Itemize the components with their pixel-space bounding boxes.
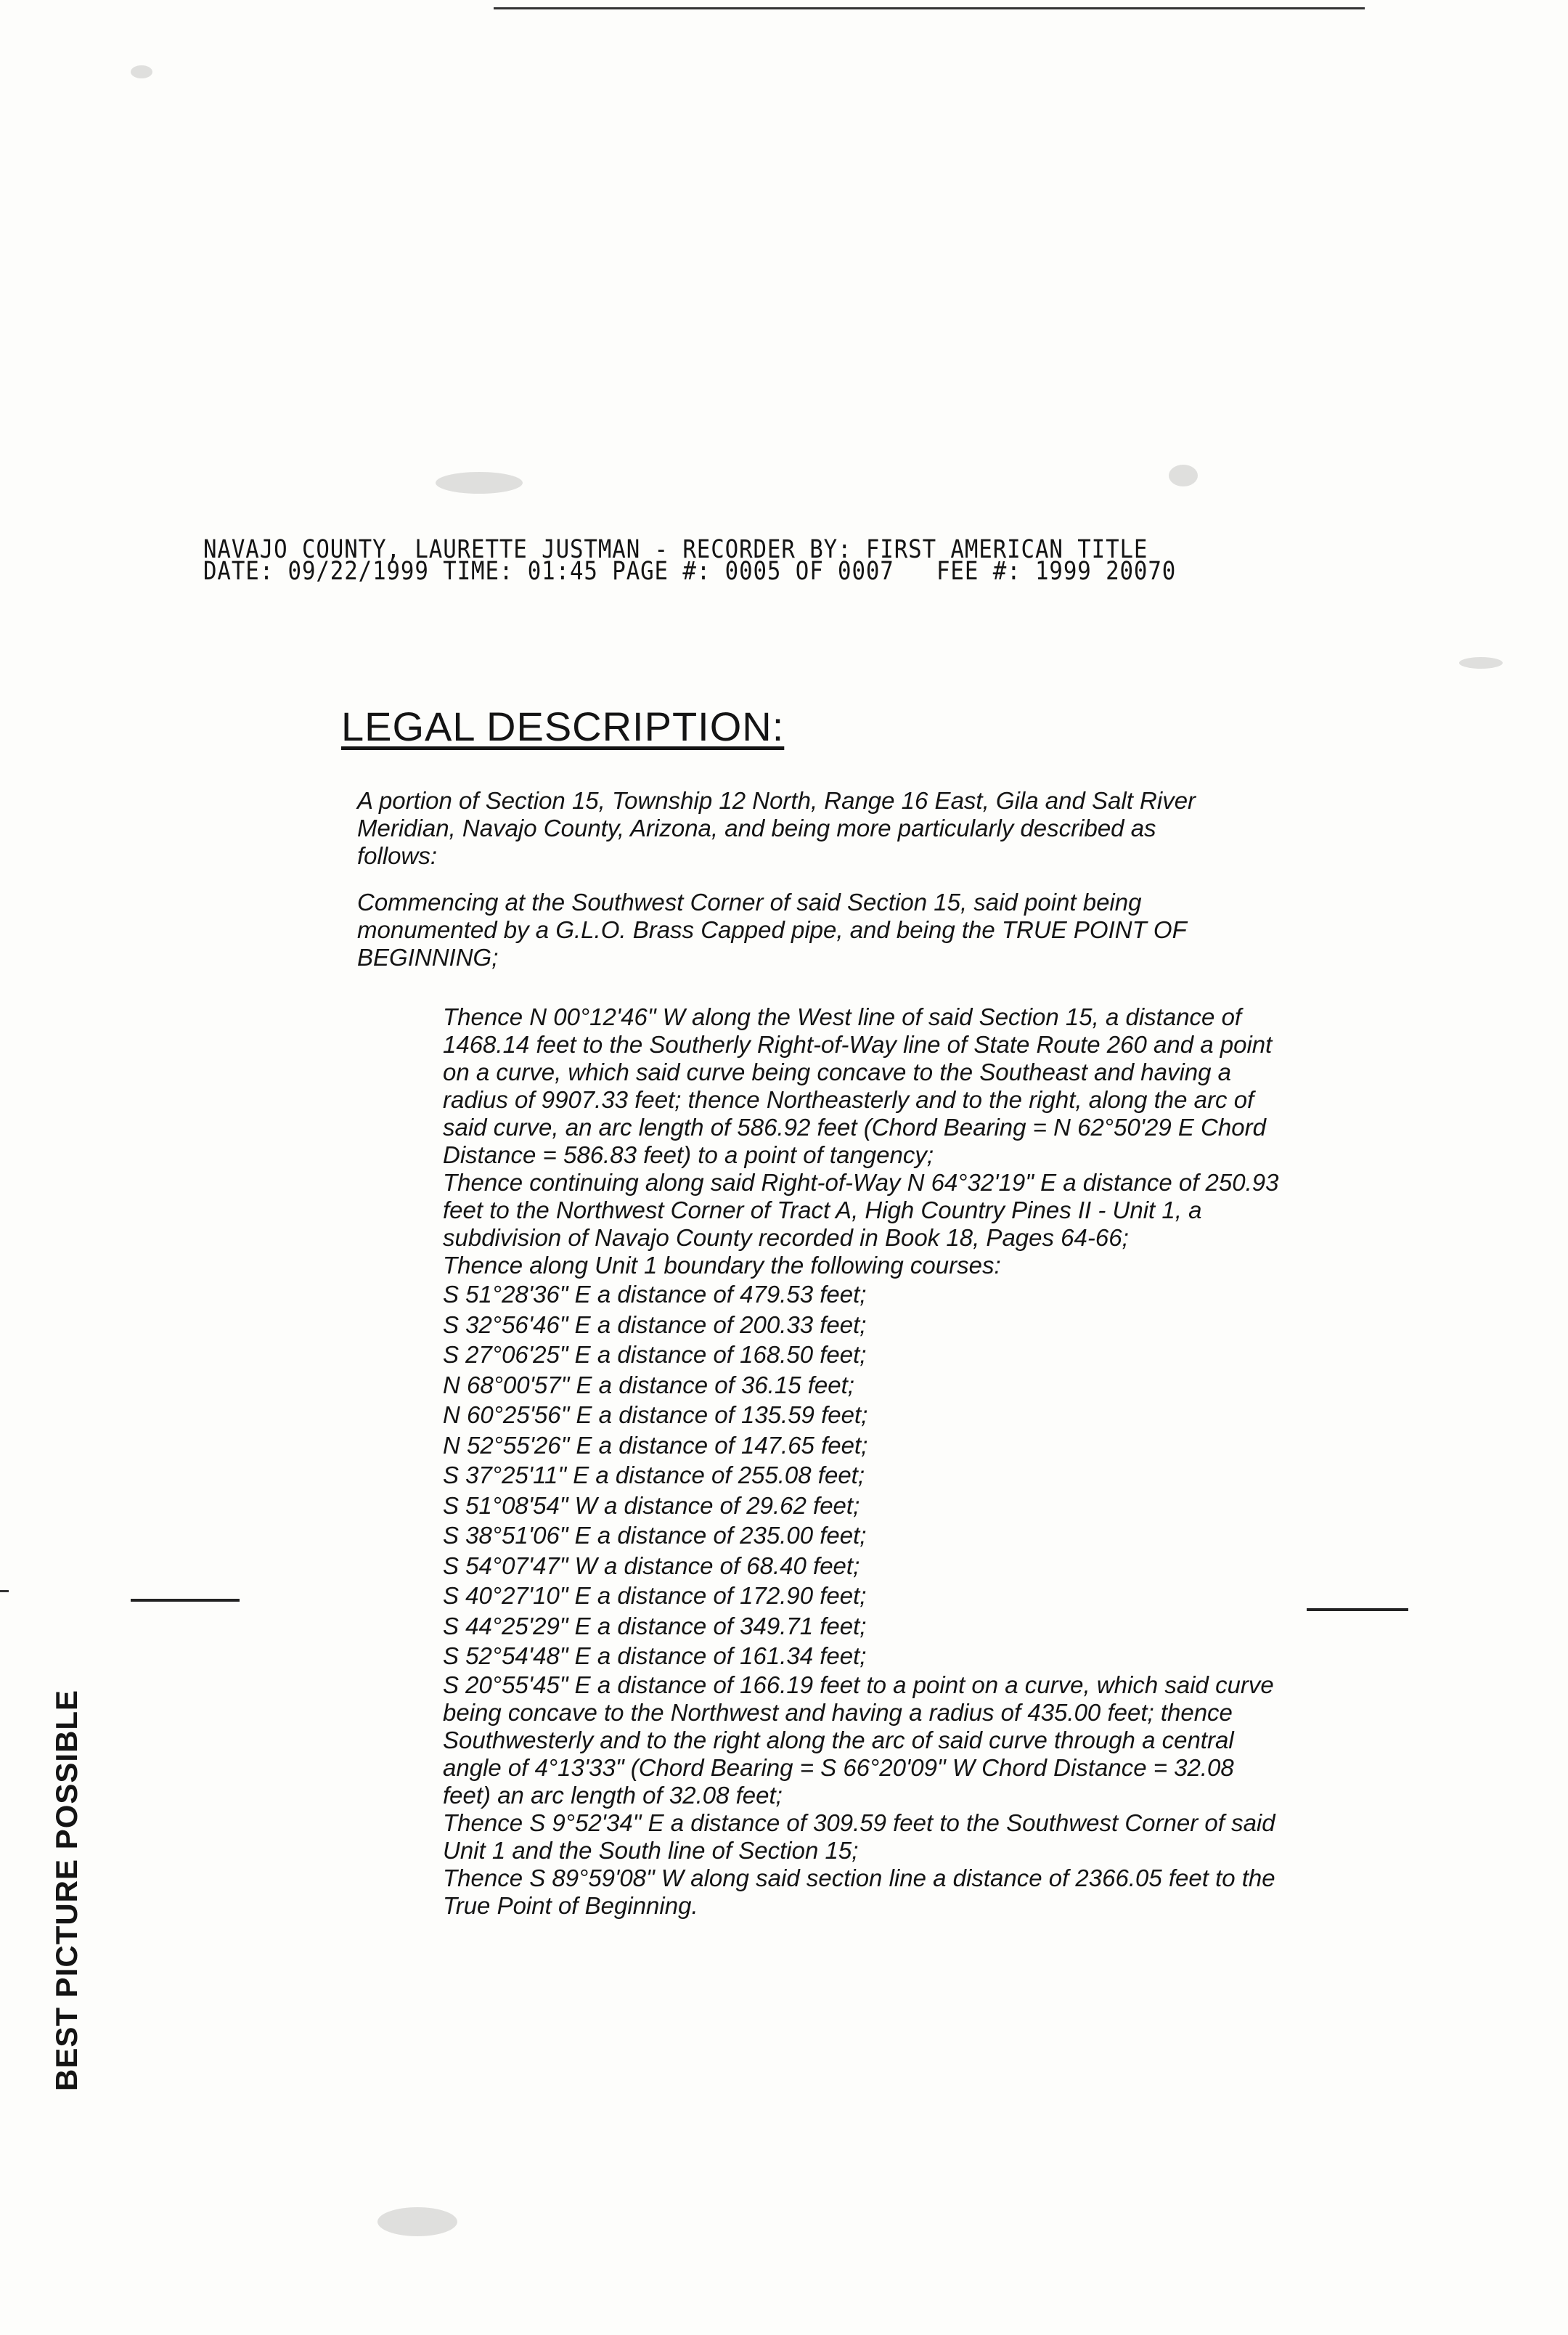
- edge-tick: [0, 1590, 9, 1592]
- course-item: S 40°27'10" E a distance of 172.90 feet;: [443, 1582, 867, 1609]
- closing-final-paragraph: Thence S 89°59'08" W along said section line a distance of 2366.05 feet to the True Point of Beginning.: [443, 1864, 1275, 1919]
- recorder-stamp: [203, 535, 1177, 586]
- course-item: S 52°54'48" E a distance of 161.34 feet;: [443, 1642, 867, 1669]
- top-border-line: [494, 7, 1365, 9]
- course-item: S 44°25'29" E a distance of 349.71 feet;: [443, 1612, 867, 1639]
- margin-line-right: [1307, 1608, 1408, 1611]
- course-item: S 37°25'11" E a distance of 255.08 feet;: [443, 1462, 865, 1488]
- closing-curve-paragraph: S 20°55'45" E a distance of 166.19 feet to a point on a curve, which said curve being concave to the Northwest and having a radius of 435.00 feet; thence Southwesterly and to the right along the arc of said curve through a central angle of 4°13'33" (Chord Bearing = S 66°20'09" W Chord Distance = 32.08 feet) an arc length of 32.08 feet;: [443, 1671, 1274, 1809]
- scan-smudge: [131, 65, 152, 78]
- course-item: S 38°51'06" E a distance of 235.00 feet;: [443, 1522, 867, 1549]
- course-item: N 68°00'57" E a distance of 36.15 feet;: [443, 1371, 854, 1398]
- course-item: S 32°56'46" E a distance of 200.33 feet;: [443, 1311, 867, 1338]
- scan-smudge: [1459, 657, 1503, 669]
- courses-list: [443, 1279, 1285, 1671]
- paragraph-west-line: Thence N 00°12'46" W along the West line of said Section 15, a distance of 1468.14 feet to the Southerly Right-of-Way line of State Route 260 and a point on a curve, which said curve being concave to the Southeast and having a radius of 9907.33 feet; thence Northeasterly and to the right, along the arc of said curve, an arc length of 586.92 feet (Chord Bearing = N 62°50'29 E Chord Distance = 586.83 feet) to a point of tangency;: [443, 1003, 1273, 1168]
- course-item: N 52°55'26" E a distance of 147.65 feet;: [443, 1431, 868, 1459]
- intro-paragraph: A portion of Section 15, Township 12 North, Range 16 East, Gila and Salt River Meridian, Navajo County, Arizona, and being more particularly described as follows:: [357, 787, 1196, 869]
- scan-smudge: [436, 472, 523, 494]
- boundary-description: [443, 1003, 1285, 1920]
- margin-line-left: [131, 1599, 240, 1602]
- scan-smudge: [1169, 465, 1198, 486]
- commencing-paragraph: Commencing at the Southwest Corner of said Section 15, said point being monumented by a G.L.O. Brass Capped pipe, and being the TRUE POINT OF BEGINNING;: [357, 889, 1187, 971]
- course-item: S 54°07'47" W a distance of 68.40 feet;: [443, 1552, 860, 1579]
- scan-smudge: [377, 2207, 457, 2236]
- course-item: S 51°08'54" W a distance of 29.62 feet;: [443, 1491, 860, 1519]
- closing-south-line-paragraph: Thence S 9°52'34" E a distance of 309.59 feet to the Southwest Corner of said Unit 1 and the South line of Section 15;: [443, 1809, 1275, 1864]
- paragraph-right-of-way: Thence continuing along said Right-of-Way N 64°32'19" E a distance of 250.93 feet to the Northwest Corner of Tract A, High Country Pines II - Unit 1, a subdivision of Navajo County recorded in Book 18, Pages 64-66;: [443, 1169, 1279, 1251]
- paragraph-courses-intro: Thence along Unit 1 boundary the following courses:: [443, 1252, 1001, 1279]
- best-picture-stamp: BEST PICTURE POSSIBLE: [49, 1689, 83, 2091]
- course-item: N 60°25'56" E a distance of 135.59 feet;: [443, 1401, 868, 1428]
- course-item: S 51°28'36" E a distance of 479.53 feet;: [443, 1281, 867, 1308]
- recorder-line-2: DATE: 09/22/1999 TIME: 01:45 PAGE #: 0005 OF 0007 FEE #: 1999 20070: [203, 557, 1177, 586]
- document-title: LEGAL DESCRIPTION:: [341, 704, 785, 749]
- course-item: S 27°06'25" E a distance of 168.50 feet;: [443, 1341, 867, 1368]
- recorder-line-1: NAVAJO COUNTY, LAURETTE JUSTMAN - RECORDER BY: FIRST AMERICAN TITLE: [203, 535, 1148, 564]
